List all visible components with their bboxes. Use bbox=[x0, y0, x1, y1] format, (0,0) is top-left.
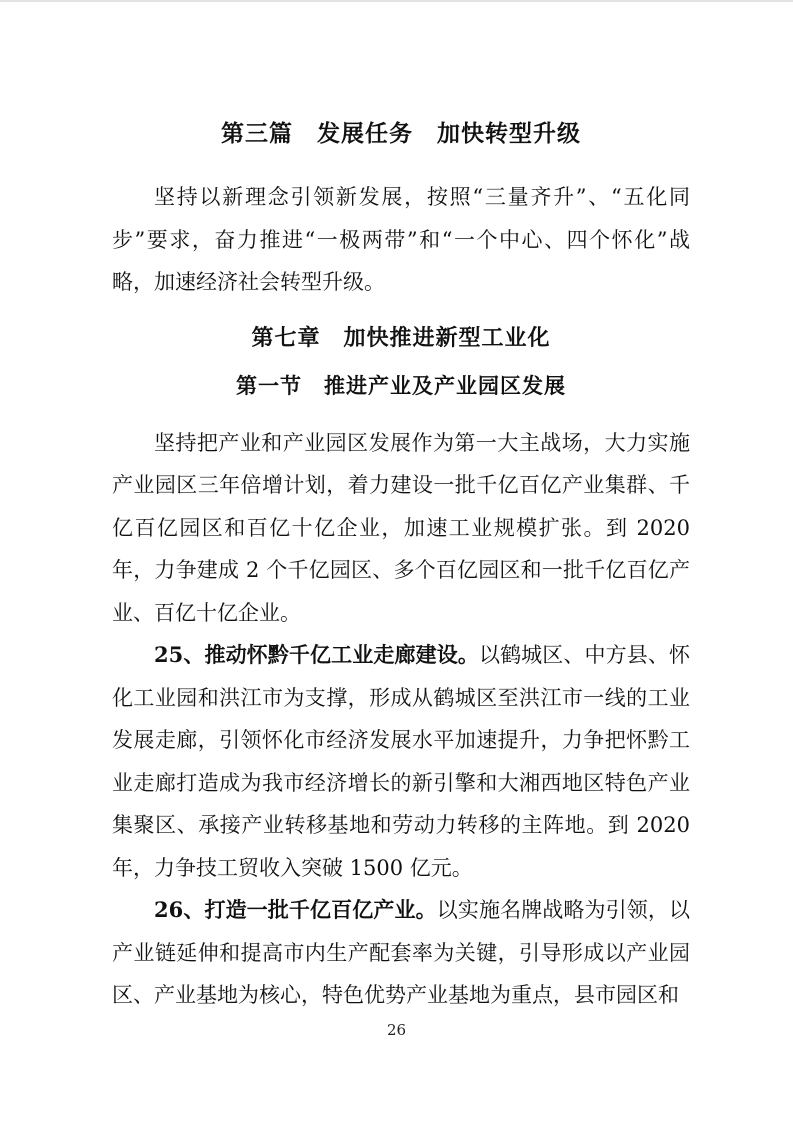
paragraph-industry-overview: 坚持把产业和产业园区发展作为第一大主战场，大力实施产业园区三年倍增计划，着力建设一批千亿百亿产业集群、千亿百亿园区和百亿十亿企业，加速工业规模扩张。到 2020 年，力争建成 2 个千亿园区、多个百亿园区和一批千亿百亿产业、百亿十亿企业。 bbox=[112, 430, 690, 625]
intro-paragraph: 坚持以新理念引领新发展，按照“三量齐升”、“五化同步”要求，奋力推进“一极两带”和“一个中心、四个怀化”战略，加速经济社会转型升级。 bbox=[112, 185, 690, 294]
page-number: 26 bbox=[386, 1021, 407, 1039]
section-heading: 第一节 推进产业及产业园区发展 bbox=[236, 372, 566, 398]
item-25-body: 以鹤城区、中方县、怀化工业园和洪江市为支撑，形成从鹤城区至洪江市一线的工业发展走廊，引领怀化市经济发展水平加速提升，力争把怀黔工业走廊打造成为我市经济增长的新引擎和大湘西地区特色产业集聚区、承接产业转移基地和劳动力转移的主阵地。到 2020 年，力争技工贸收入突破 1500 亿元。 bbox=[112, 643, 690, 880]
paragraph-item-26 bbox=[112, 889, 690, 1017]
document-title: 第三篇 发展任务 加快转型升级 bbox=[221, 120, 581, 147]
item-26-body: 以实施名牌战略为引领，以产业链延伸和提高市内生产配套率为关键，引导形成以产业园区、产业基地为核心，特色优势产业基地为重点，县市园区和 bbox=[112, 898, 691, 1007]
chapter-heading: 第七章 加快推进新型工业化 bbox=[251, 325, 551, 351]
item-25-lead: 25、推动怀黔千亿工业走廊建设。 bbox=[154, 642, 479, 667]
item-26-lead: 26、打造一批千亿百亿产业。 bbox=[154, 897, 437, 922]
document-content bbox=[0, 2, 793, 1017]
paragraph-item-25 bbox=[112, 634, 690, 889]
